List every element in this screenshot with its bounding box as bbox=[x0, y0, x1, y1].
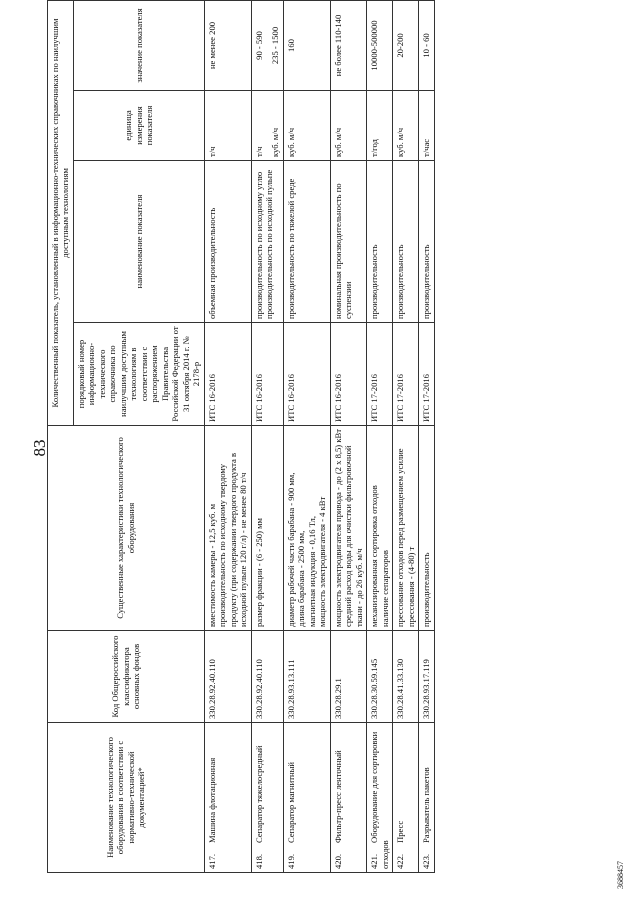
row-number: 418. bbox=[253, 853, 264, 869]
unit: куб. м/ч bbox=[270, 127, 281, 157]
okof-code: 330.28.93.13.111 bbox=[283, 631, 330, 723]
row-number: 417. bbox=[206, 853, 217, 869]
its-number: ИТС 17-2016 bbox=[367, 323, 393, 426]
table-row bbox=[419, 0, 434, 872]
characteristic: механизированная сортировка отходов bbox=[369, 485, 380, 627]
unit: куб. м/ч bbox=[330, 91, 366, 161]
its-number: ИТС 17-2016 bbox=[393, 323, 419, 426]
unit: т/ч bbox=[204, 91, 251, 161]
indicator-name: производительность по исходной пульпе bbox=[264, 169, 275, 319]
equipment-name: Пресс bbox=[395, 820, 406, 843]
indicator-name: производительность bbox=[367, 161, 393, 323]
row-number: 419. bbox=[285, 853, 296, 869]
characteristic: производительность по исходному твердому продукту (при содержании твердого продукта в исходной пульпе 120 г/л) - не менее 80 т/ч bbox=[217, 452, 249, 627]
row-number: 421. bbox=[369, 853, 380, 869]
unit: куб. м/ч bbox=[283, 91, 330, 161]
table-row bbox=[393, 0, 419, 872]
indicator-name: номинальная производительность по суспензии bbox=[330, 161, 366, 323]
row-number: 422. bbox=[395, 853, 406, 869]
value: не менее 200 bbox=[204, 0, 251, 90]
indicator-name: производительность по тяжелой среде bbox=[283, 161, 330, 323]
indicator-name: производительность по исходному углю bbox=[253, 171, 264, 319]
its-number: ИТС 16-2016 bbox=[330, 323, 366, 426]
header-quantitative-indicator: Количественный показатель, установленный в информационно-технических справочниках по наилучшим доступным технологиям bbox=[48, 0, 74, 425]
equipment-table bbox=[47, 0, 435, 873]
equipment-name: Машина флотационная bbox=[206, 757, 217, 843]
row-number: 423. bbox=[421, 853, 432, 869]
value: 90 - 590 bbox=[253, 31, 264, 60]
table-row bbox=[283, 0, 330, 872]
header-characteristics: Существенные характеристики технологического оборудования bbox=[48, 426, 205, 631]
its-number: ИТС 16-2016 bbox=[204, 323, 251, 426]
characteristic: размер фракции - (6 - 250) мм bbox=[253, 518, 264, 627]
okof-code: 330.28.92.40.110 bbox=[251, 631, 283, 723]
equipment-name: Фильтр-пресс ленточный bbox=[332, 750, 343, 843]
characteristic: наличие сепараторов bbox=[379, 550, 390, 627]
value: 10 - 60 bbox=[419, 0, 434, 90]
header-value: значение показателя bbox=[73, 0, 204, 90]
header-equipment-name: Наименование технологического оборудования в соответствии с нормативно-технической документацией* bbox=[48, 723, 205, 873]
indicator-name: объемная производительность bbox=[204, 161, 251, 323]
okof-code: 330.28.30.59.145 bbox=[367, 631, 393, 723]
header-unit: единица измерения показателя bbox=[73, 91, 204, 161]
characteristic: мощность электродвигателя - 4 кВт bbox=[317, 496, 328, 627]
unit: т/год bbox=[367, 91, 393, 161]
page-number: 83 bbox=[30, 439, 49, 457]
okof-code: 330.28.92.40.110 bbox=[204, 631, 251, 723]
equipment-name: Разрыватель пакетов bbox=[421, 767, 432, 843]
its-number: ИТС 16-2016 bbox=[251, 323, 283, 426]
table-row bbox=[251, 0, 283, 872]
indicator-name: производительность bbox=[419, 161, 434, 323]
header-okof-code: Код Общероссийского классификатора основных фондов bbox=[48, 631, 205, 723]
characteristic: производительность bbox=[421, 552, 432, 627]
value: 235 - 1500 bbox=[270, 26, 281, 65]
unit: т/ч bbox=[253, 146, 264, 157]
okof-code: 330.28.41.33.130 bbox=[393, 631, 419, 723]
characteristic: прессование отходов перед размещением усилие прессования - (4-80) т bbox=[395, 448, 416, 627]
table-row bbox=[330, 0, 366, 872]
table-row bbox=[204, 0, 251, 872]
equipment-name: Сепаратор тяжелосредный bbox=[253, 745, 264, 843]
unit: т/час bbox=[419, 91, 434, 161]
unit: куб. м/ч bbox=[393, 91, 419, 161]
value: 20-200 bbox=[393, 0, 419, 90]
document-id: 3688457 bbox=[616, 861, 625, 889]
characteristic: диаметр рабочей части барабана - 900 мм, bbox=[285, 472, 296, 627]
equipment-name: Сепаратор магнитный bbox=[285, 762, 296, 843]
table-row bbox=[367, 0, 393, 872]
okof-code: 330.28.29.1 bbox=[330, 631, 366, 723]
characteristic: мощность электродвигателя привода - до (2 х 8,5) кВт средний расход воды для очистки фильтровочной ткани - до 26 куб. м/ч bbox=[332, 429, 364, 627]
its-number: ИТС 17-2016 bbox=[419, 323, 434, 426]
value: не более 110-140 bbox=[330, 0, 366, 90]
indicator-name: производительность bbox=[393, 161, 419, 323]
its-number: ИТС 16-2016 bbox=[283, 323, 330, 426]
row-number: 420. bbox=[332, 853, 343, 869]
characteristic: вместимость камеры - 12,5 куб. м bbox=[206, 503, 217, 627]
equipment-name: Оборудование для сортировки отходов bbox=[369, 731, 390, 869]
header-indicator-name: наименование показателя bbox=[73, 161, 204, 323]
value: 10000-500000 bbox=[367, 0, 393, 90]
characteristic: магнитная индукция - 0,16 Тл, bbox=[306, 516, 317, 627]
characteristic: длина барабана - 2500 мм, bbox=[296, 530, 307, 627]
value: 160 bbox=[283, 0, 330, 90]
header-its-number: порядковый номер информационно-технического справочника по наилучшим доступным технологиям в соответствии с распоряжением Правительства Российской Федерации от 31 октября 2014 г. № 2178-р bbox=[73, 323, 204, 426]
okof-code: 330.28.93.17.119 bbox=[419, 631, 434, 723]
